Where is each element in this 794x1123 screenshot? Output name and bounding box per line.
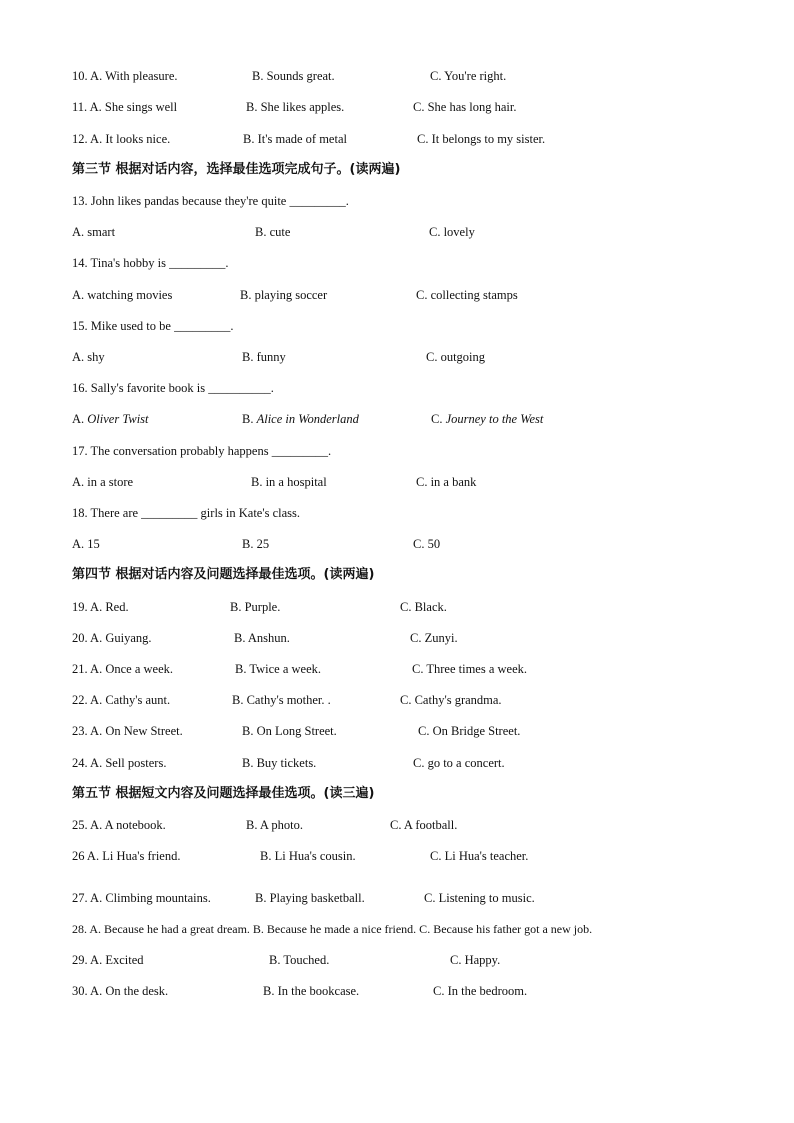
option-c: C. 50 [413, 537, 441, 551]
option-letter: C. [431, 412, 443, 426]
option-b: B. It's made of metal [243, 132, 347, 146]
option-b: B. A photo. [246, 818, 303, 832]
option-b: B. playing soccer [240, 288, 328, 302]
option-b: B. Li Hua's cousin. [260, 849, 356, 863]
option-b: B. Playing basketball. [255, 891, 365, 905]
option-b: B. in a hospital [251, 475, 327, 489]
option-letter: A. [72, 412, 85, 426]
option-a: 19. A. Red. [72, 600, 129, 614]
option-b: B. She likes apples. [246, 100, 345, 114]
option-a: A. in a store [72, 475, 134, 489]
option-a: 27. A. Climbing mountains. [72, 891, 211, 905]
option-c: C. outgoing [426, 350, 486, 364]
option-a: 26 A. Li Hua's friend. [72, 849, 181, 863]
section-3-heading: 第三节 根据对话内容，选择最佳选项完成句子。(读两遍) [72, 162, 401, 177]
option-a: 21. A. Once a week. [72, 662, 174, 676]
option-c [431, 411, 543, 427]
option-b [242, 411, 359, 427]
option-a: 10. A. With pleasure. [72, 69, 178, 83]
section-4-heading: 第四节 根据对话内容及问题选择最佳选项。(读两遍) [72, 567, 375, 582]
option-b: B. Sounds great. [252, 69, 335, 83]
option-c: C. A football. [390, 818, 458, 832]
option-c: C. lovely [429, 225, 475, 239]
option-text: Oliver Twist [87, 412, 149, 426]
option-a: A. watching movies [72, 288, 173, 302]
option-c: C. Li Hua's teacher. [430, 849, 529, 863]
option-b: B. In the bookcase. [263, 984, 360, 998]
option-b: B. Cathy's mother. . [232, 693, 331, 707]
option-c: C. Happy. [450, 953, 501, 967]
option-c: C. Black. [400, 600, 447, 614]
question-17-stem: 17. The conversation probably happens _________. [72, 444, 332, 458]
option-a: A. shy [72, 350, 105, 364]
question-28: 28. A. Because he had a great dream. B. Because he made a nice friend. C. Because his father got a new job. [72, 922, 593, 936]
option-text: Alice in Wonderland [256, 412, 359, 426]
option-text: Journey to the West [445, 412, 544, 426]
option-b: B. Twice a week. [235, 662, 322, 676]
option-a: 24. A. Sell posters. [72, 756, 167, 770]
question-14-stem: 14. Tina's hobby is _________. [72, 256, 229, 270]
option-c: C. Zunyi. [410, 631, 458, 645]
option-c: C. go to a concert. [413, 756, 505, 770]
option-c: C. Cathy's grandma. [400, 693, 502, 707]
option-b: B. Purple. [230, 600, 281, 614]
question-18-stem: 18. There are _________ girls in Kate's class. [72, 506, 301, 520]
option-a [72, 411, 149, 427]
option-a: 23. A. On New Street. [72, 724, 183, 738]
question-15-stem: 15. Mike used to be _________. [72, 319, 234, 333]
option-c: C. Three times a week. [412, 662, 528, 676]
option-c: C. Listening to music. [424, 891, 535, 905]
option-a: A. 15 [72, 537, 100, 551]
option-a: 30. A. On the desk. [72, 984, 169, 998]
option-b: B. cute [255, 225, 291, 239]
option-a: 25. A. A notebook. [72, 818, 166, 832]
option-c: C. She has long hair. [413, 100, 517, 114]
option-c: C. On Bridge Street. [418, 724, 521, 738]
option-a: A. smart [72, 225, 116, 239]
option-b: B. funny [242, 350, 286, 364]
option-a: 29. A. Excited [72, 953, 144, 967]
section-5-heading: 第五节 根据短文内容及问题选择最佳选项。(读三遍) [72, 786, 375, 801]
option-b: B. Touched. [269, 953, 330, 967]
question-13-stem: 13. John likes pandas because they're quite _________. [72, 194, 349, 208]
option-c: C. collecting stamps [416, 288, 518, 302]
option-c: C. In the bedroom. [433, 984, 528, 998]
option-a: 12. A. It looks nice. [72, 132, 171, 146]
option-a: 20. A. Guiyang. [72, 631, 152, 645]
option-b: B. Buy tickets. [242, 756, 317, 770]
option-b: B. Anshun. [234, 631, 290, 645]
option-c: C. in a bank [416, 475, 477, 489]
question-16-stem: 16. Sally's favorite book is __________. [72, 381, 274, 395]
option-a: 22. A. Cathy's aunt. [72, 693, 171, 707]
option-letter: B. [242, 412, 254, 426]
option-b: B. 25 [242, 537, 270, 551]
option-b: B. On Long Street. [242, 724, 337, 738]
option-a: 11. A. She sings well [72, 100, 178, 114]
option-c: C. It belongs to my sister. [417, 132, 546, 146]
option-c: C. You're right. [430, 69, 507, 83]
